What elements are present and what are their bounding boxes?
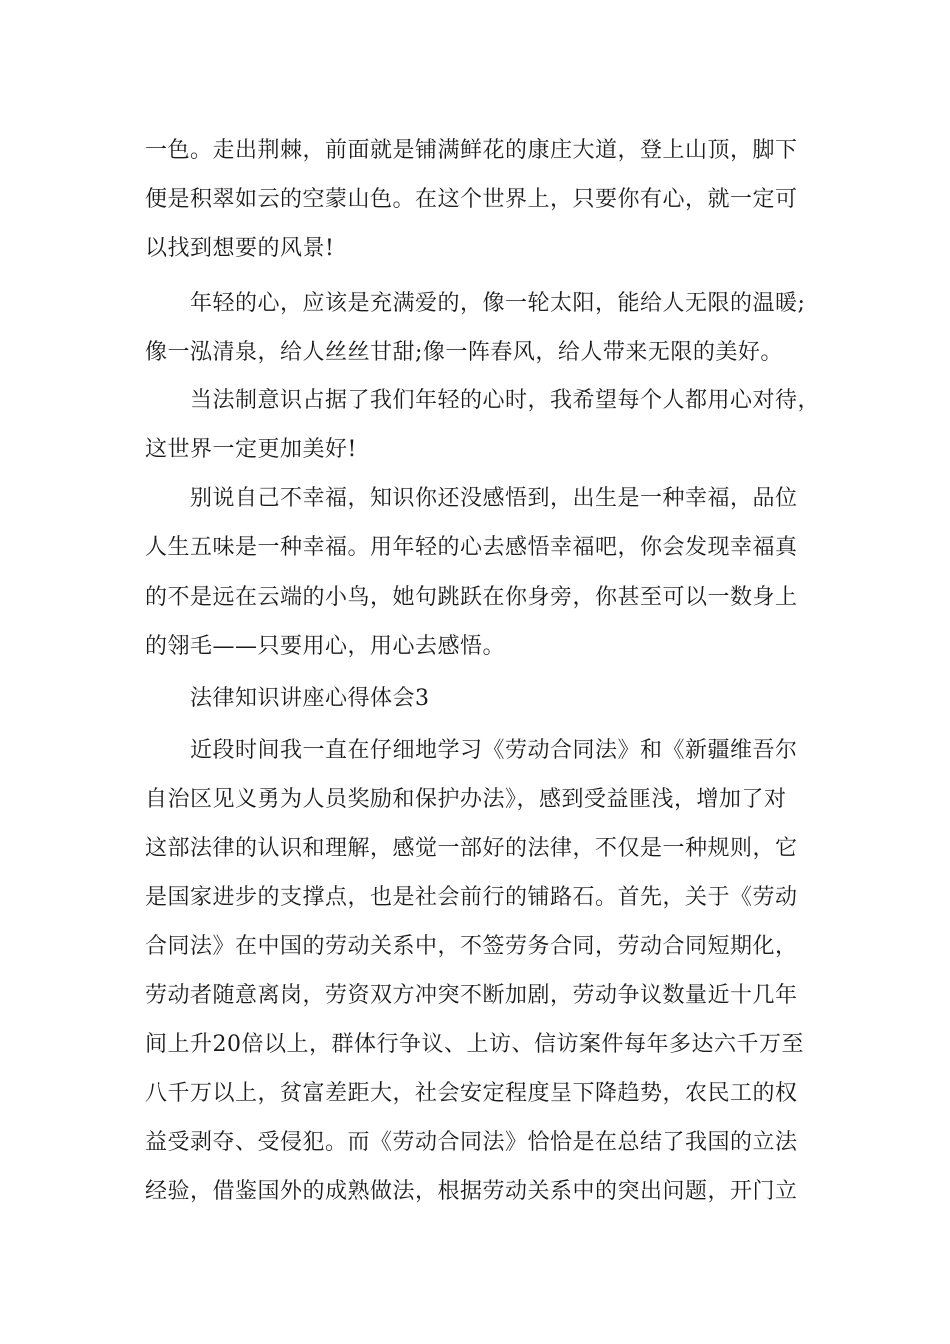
text-line: 间上升20倍以上，群体行争议、上访、信访案件每年多达六千万至 <box>145 1032 804 1057</box>
text-line: 的不是远在云端的小鸟，她句跳跃在你身旁，你甚至可以一数身上 <box>145 585 798 610</box>
paragraph-first-line: 别说自己不幸福，知识你还没感悟到，出生是一种幸福，品位 <box>190 486 798 511</box>
text-line: 劳动者随意离岗，劳资双方冲突不断加剧，劳动争议数量近十几年 <box>145 983 798 1008</box>
text-line: 一色。走出荆棘，前面就是铺满鲜花的康庄大道，登上山顶，脚下 <box>145 138 798 163</box>
text-line: 便是积翠如云的空蒙山色。在这个世界上，只要你有心，就一定可 <box>145 187 798 212</box>
text-line: 经验，借鉴国外的成熟做法，根据劳动关系中的突出问题，开门立 <box>145 1179 798 1204</box>
text-line: 的翎毛——只要用心，用心去感悟。 <box>145 634 506 659</box>
paragraph-first-line: 年轻的心，应该是充满爱的，像一轮太阳，能给人无限的温暖; <box>190 291 806 316</box>
text-line: 合同法》在中国的劳动关系中，不签劳务合同，劳动合同短期化， <box>145 934 798 959</box>
text-line: 八千万以上，贫富差距大，社会安定程度呈下降趋势，农民工的权 <box>145 1081 798 1106</box>
text-line: 益受剥夺、受侵犯。而《劳动合同法》恰恰是在总结了我国的立法 <box>145 1130 798 1155</box>
text-line: 自治区见义勇为人员奖励和保护办法》，感到受益匪浅，增加了对 <box>145 787 787 812</box>
text-line: 以找到想要的风景! <box>145 236 335 261</box>
text-line: 这部法律的认识和理解，感觉一部好的法律，不仅是一种规则，它 <box>145 836 798 861</box>
text-line: 像一泓清泉，给人丝丝甘甜;像一阵春风，给人带来无限的美好。 <box>145 340 783 365</box>
text-line: 这世界一定更加美好! <box>145 437 357 462</box>
section-heading: 法律知识讲座心得体会3 <box>190 686 430 711</box>
paragraph-first-line: 当法制意识占据了我们年轻的心时，我希望每个人都用心对待， <box>190 388 821 413</box>
text-line: 人生五味是一种幸福。用年轻的心去感悟幸福吧，你会发现幸福真 <box>145 535 798 560</box>
text-line: 是国家进步的支撑点，也是社会前行的铺路石。首先，关于《劳动 <box>145 885 798 910</box>
paragraph-first-line: 近段时间我一直在仔细地学习《劳动合同法》和《新疆维吾尔 <box>190 738 798 763</box>
